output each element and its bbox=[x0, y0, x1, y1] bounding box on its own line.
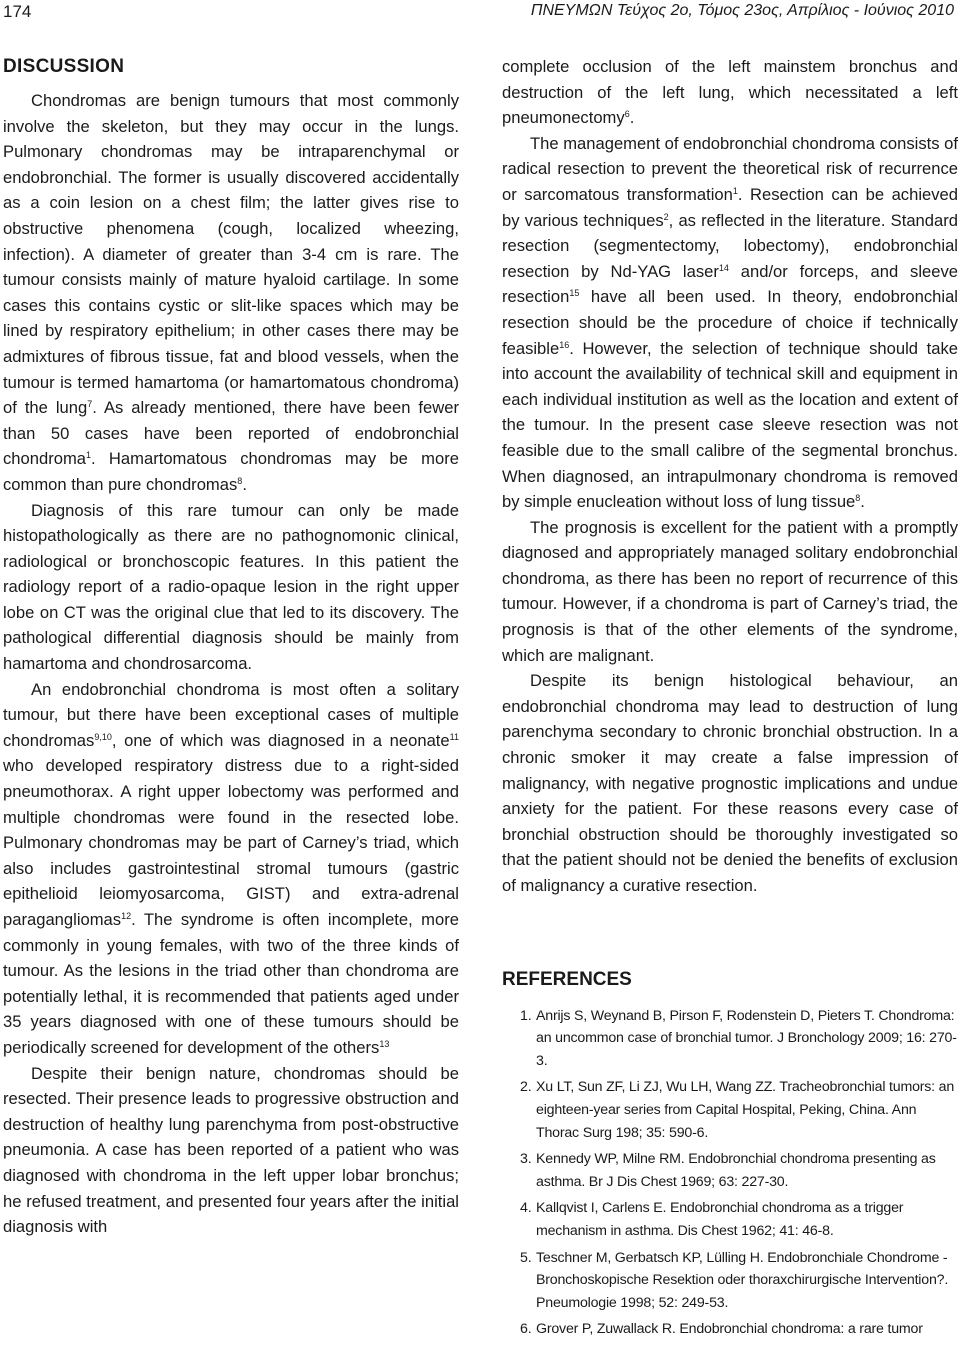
running-header: ΠΝΕΥΜΩΝ Τεύχος 2ο, Τόμος 23ος, Απρίλιος - Ιούνιος 2010 bbox=[530, 2, 954, 19]
reference-number: 5. bbox=[520, 1249, 532, 1266]
left-column bbox=[3, 54, 459, 1240]
reference-item bbox=[502, 1318, 958, 1341]
reference-number: 1. bbox=[520, 1007, 532, 1024]
paragraph-6: The prognosis is excellent for the patient with a promptly diagnosed and appropriately managed solitary endobronchial chondroma, as there has been no report of recurrence of this tumour. However, if a chondroma is part of Carney’s triad, the prognosis is that of the other elements of the syndrome, which are malignant. bbox=[502, 517, 958, 665]
right-column bbox=[502, 54, 958, 1345]
reference-text: Grover P, Zuwallack R. Endobronchial chondroma: a rare tumor bbox=[536, 1321, 923, 1338]
reference-number: 4. bbox=[520, 1200, 532, 1217]
reference-list bbox=[502, 1005, 958, 1341]
reference-number: 3. bbox=[520, 1151, 532, 1168]
reference-item bbox=[502, 1005, 958, 1073]
reference-number: 6. bbox=[520, 1321, 532, 1338]
reference-item bbox=[502, 1247, 958, 1315]
paragraph-5: The management of endobronchial chondroma consists of radical resection to prevent the theoretical risk of recurrence or sarcomatous transformation$^1$. Resection can be achieved by various techniques$^2$, as reflected in the literature. Standard resection (segmentectomy, lobectomy), endobronchial resection by Nd-YAG laser$^{14}$ and/or forceps, and sleeve resection$^{15}$ have all been used. In theory, endobronchial resection should be the procedure of choice if technically feasible$^{16}$. However, the selection of technique should take into account the availability of technical skill and equipment in each individual institution as well as the location and extent of the tumour. In the present case sleeve resection was not feasible due to the small calibre of the segmental bronchus. When diagnosed, an intrapulmonary chondroma is removed by simple enucleation without loss of lung tissue$^8$. bbox=[502, 133, 959, 512]
reference-text: Anrijs S, Weynand B, Pirson F, Rodenstein D, Pieters T. Chondroma: an uncommon case of bronchial tumor. J Bronchology 2009; 16: 270-3. bbox=[536, 1007, 957, 1069]
reference-text: Teschner M, Gerbatsch KP, Lülling H. Endobronchiale Chondrome - Bronchoskopische Resektion oder thoraxchirurgische Intervention?. Pneumologie 1998; 52: 249-53. bbox=[536, 1249, 949, 1311]
reference-item bbox=[502, 1148, 958, 1193]
paragraph-4-continued: complete occlusion of the left mainstem bronchus and destruction of the left lung, which necessitated a left pneumonectomy$^6$. bbox=[502, 57, 958, 128]
page-number: 174 bbox=[3, 2, 32, 21]
reference-number: 2. bbox=[520, 1079, 532, 1096]
reference-item bbox=[502, 1076, 958, 1144]
paragraph-2: Diagnosis of this rare tumour can only be made histopathologically as there are no pathognomonic clinical, radiological or bronchoscopic features. In this patient the radiology report of a radio-opaque lesion in the right upper lobe on CT was the original clue that led to its discovery. The pathological differential diagnosis should be mainly from hamartoma and chondrosarcoma. bbox=[3, 500, 459, 674]
reference-item bbox=[502, 1197, 958, 1242]
reference-text: Xu LT, Sun ZF, Li ZJ, Wu LH, Wang ZZ. Tracheobronchial tumors: an eighteen-year series from Capital Hospital, Peking, China. Ann Thorac Surg 198; 35: 590-6. bbox=[536, 1079, 955, 1141]
reference-text: Kallqvist I, Carlens E. Endobronchial chondroma as a trigger mechanism in asthma. Dis Chest 1962; 41: 46-8. bbox=[536, 1200, 904, 1239]
discussion-heading: DISCUSSION bbox=[3, 56, 125, 77]
references-heading: REFERENCES bbox=[502, 968, 632, 990]
paragraph-4: Despite their benign nature, chondromas should be resected. Their presence leads to progressive obstruction and destruction of healthy lung parenchyma from post-obstructive pneumonia. A case has been reported of a patient who was diagnosed with chondroma in the left upper lobar bronchus; he refused treatment, and presented four years after the initial diagnosis with bbox=[3, 1063, 459, 1237]
paragraph-1: Chondromas are benign tumours that most commonly involve the skeleton, but they may occur in the lungs. Pulmonary chondromas may be intraparenchymal or endobronchial. The former is usually discovered accidentally as a coin lesion on a chest film; the latter gives rise to obstructive phenomena (cough, localized wheezing, infection). A diameter of greater than 3-4 cm is rare. The tumour consists mainly of mature hyaloid cartilage. In some cases this contains cystic or slit-like spaces which may be lined by respiratory epithelium; in other cases there may be admixtures of fibrous tissue, fat and blood vessels, when the tumour is termed hamartoma (or hamartomatous chondroma) of the lung$^7$. As already mentioned, there have been fewer than 50 cases have been reported of endobronchial chondroma$^1$. Hamartomatous chondromas may be more common than pure chondromas$^8$. bbox=[3, 91, 460, 494]
reference-text: Kennedy WP, Milne RM. Endobronchial chondroma presenting as asthma. Br J Dis Chest 1969; 63: 227-30. bbox=[536, 1151, 936, 1190]
paragraph-7: Despite its benign histological behaviour, an endobronchial chondroma may lead to destruction of lung parenchyma secondary to chronic bronchial obstruction. In a chronic smoker it may create a false impression of malignancy, with negative prognostic implications and undue anxiety for the patient. For these reasons every case of bronchial obstruction should be thoroughly investigated so that the patient should not be denied the benefits of exclusion of malignancy a curative resection. bbox=[502, 671, 958, 895]
paragraph-3: An endobronchial chondroma is most often a solitary tumour, but there have been exceptional cases of multiple chondromas$^{9,10}$, one of which was diagnosed in a neonate$^{11}$ who developed respiratory distress due to a right-sided pneumothorax. A right upper lobectomy was performed and multiple chondromas were found in the resected lobe. Pulmonary chondromas may be part of Carney’s triad, which also includes gastrointestinal stromal tumours (gastric epithelioid leiomyosarcoma, GIST) and extra-adrenal paragangliomas$^{12}$. The syndrome is often incomplete, more commonly in young females, with two of the three kinds of tumour. As the lesions in the triad other than chondroma are potentially lethal, it is recommended that patients aged under 35 years diagnosed with one of these tumours should be periodically screened for development of the others$^{13}$ bbox=[3, 679, 459, 1057]
